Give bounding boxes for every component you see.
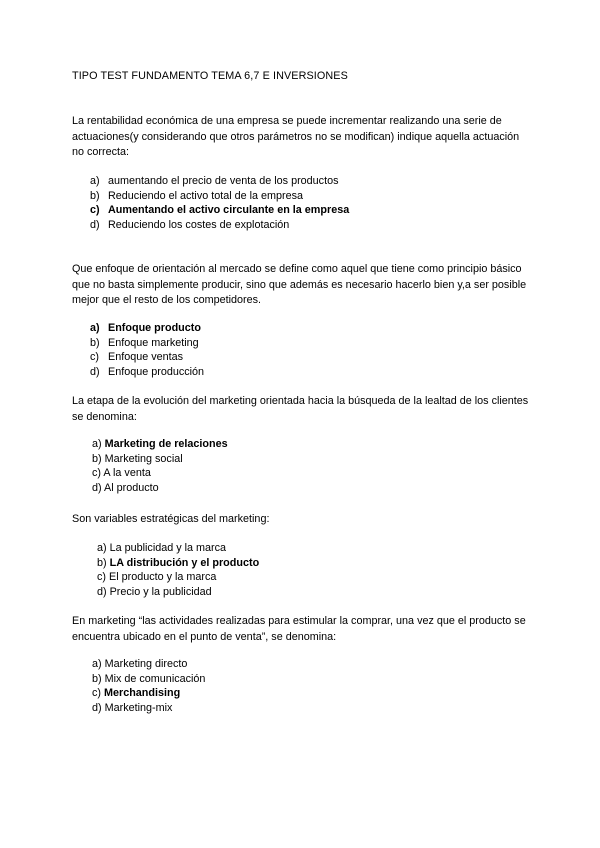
option-2c <box>90 350 204 365</box>
option-label: a) <box>92 658 102 670</box>
option-label: a) <box>90 322 100 334</box>
option-1d <box>90 218 349 233</box>
question-3-text: La etapa de la evolución del marketing orientada hacia la búsqueda de la lealtad de los clientes se denomina: <box>72 395 529 423</box>
option-label: d) <box>92 701 102 714</box>
option-text: Reduciendo los costes de explotación <box>108 218 290 231</box>
option-label: b) <box>92 452 102 465</box>
option-5d <box>92 701 205 716</box>
question-1-options <box>90 174 349 232</box>
option-label: d) <box>90 218 100 231</box>
question-5-text: En marketing “las actividades realizadas para estimular la comprar, una vez que el producto se encuentra ubicado en el punto de venta”, se denomina: <box>72 615 526 643</box>
option-label: c) <box>92 687 101 700</box>
option-text: Enfoque producción <box>108 365 205 378</box>
question-2-text: Que enfoque de orientación al mercado se define como aquel que tiene como principio básico que no basta simplemente producir, sino que además es necesario hacerlo bien y,a ser posible mejor que el resto de los competidores. <box>72 263 527 306</box>
option-text: LA distribución y el producto <box>109 556 260 569</box>
option-3d <box>92 481 228 496</box>
option-label: a) <box>92 438 102 450</box>
option-3c <box>92 466 228 481</box>
option-4a <box>97 541 259 556</box>
option-5a <box>92 657 205 672</box>
option-1b <box>90 189 349 204</box>
option-1a <box>90 174 349 189</box>
option-label: c) <box>97 571 106 584</box>
option-text: Marketing social <box>104 452 183 465</box>
option-label: c) <box>90 351 99 364</box>
option-label: a) <box>90 175 100 187</box>
option-text: Enfoque producto <box>108 322 201 334</box>
option-5b <box>92 672 205 687</box>
option-label: c) <box>92 467 101 480</box>
question-2-options <box>90 321 204 379</box>
option-text: Marketing directo <box>104 658 188 670</box>
option-text: Al producto <box>104 481 159 494</box>
option-text: Marketing de relaciones <box>104 438 228 450</box>
question-3-options <box>92 437 228 495</box>
document-title: TIPO TEST FUNDAMENTO TEMA 6,7 E INVERSIONES <box>72 70 348 82</box>
question-4-options <box>97 541 259 599</box>
option-2a-correct <box>90 321 204 336</box>
option-text: Enfoque marketing <box>108 336 199 349</box>
option-label: d) <box>90 365 100 378</box>
option-text: Reduciendo el activo total de la empresa <box>108 189 304 202</box>
option-1c-correct <box>90 203 349 218</box>
option-label: c) <box>90 204 100 217</box>
option-3a-correct <box>92 437 228 452</box>
option-text: Aumentando el activo circulante en la empresa <box>108 204 350 217</box>
option-4d <box>97 585 259 600</box>
option-text: Mix de comunicación <box>104 672 206 685</box>
option-label: b) <box>92 672 102 685</box>
option-text: Enfoque ventas <box>108 351 184 364</box>
option-label: d) <box>97 585 107 598</box>
option-text: Marketing-mix <box>104 701 173 714</box>
option-2d <box>90 365 204 380</box>
option-label: b) <box>90 189 100 202</box>
question-1-text: La rentabilidad económica de una empresa se puede incrementar realizando una serie de actuaciones(y considerando que otros parámetros no se modifican) indique aquella actuación no correcta: <box>72 115 520 158</box>
option-label: d) <box>92 481 102 494</box>
option-5c-correct <box>92 686 205 701</box>
option-text: A la venta <box>103 467 151 480</box>
option-3b <box>92 452 228 467</box>
option-label: b) <box>90 336 100 349</box>
option-2b <box>90 336 204 351</box>
option-4b-correct <box>97 556 259 571</box>
option-text: aumentando el precio de venta de los productos <box>108 175 339 187</box>
option-text: La publicidad y la marca <box>109 542 227 554</box>
question-4-text: Son variables estratégicas del marketing: <box>72 513 270 525</box>
option-text: Precio y la publicidad <box>109 585 212 598</box>
option-text: Merchandising <box>104 687 181 700</box>
option-4c <box>97 570 259 585</box>
question-5-options <box>92 657 205 715</box>
option-label: a) <box>97 542 107 554</box>
option-text: El producto y la marca <box>109 571 217 584</box>
option-label: b) <box>97 556 107 569</box>
